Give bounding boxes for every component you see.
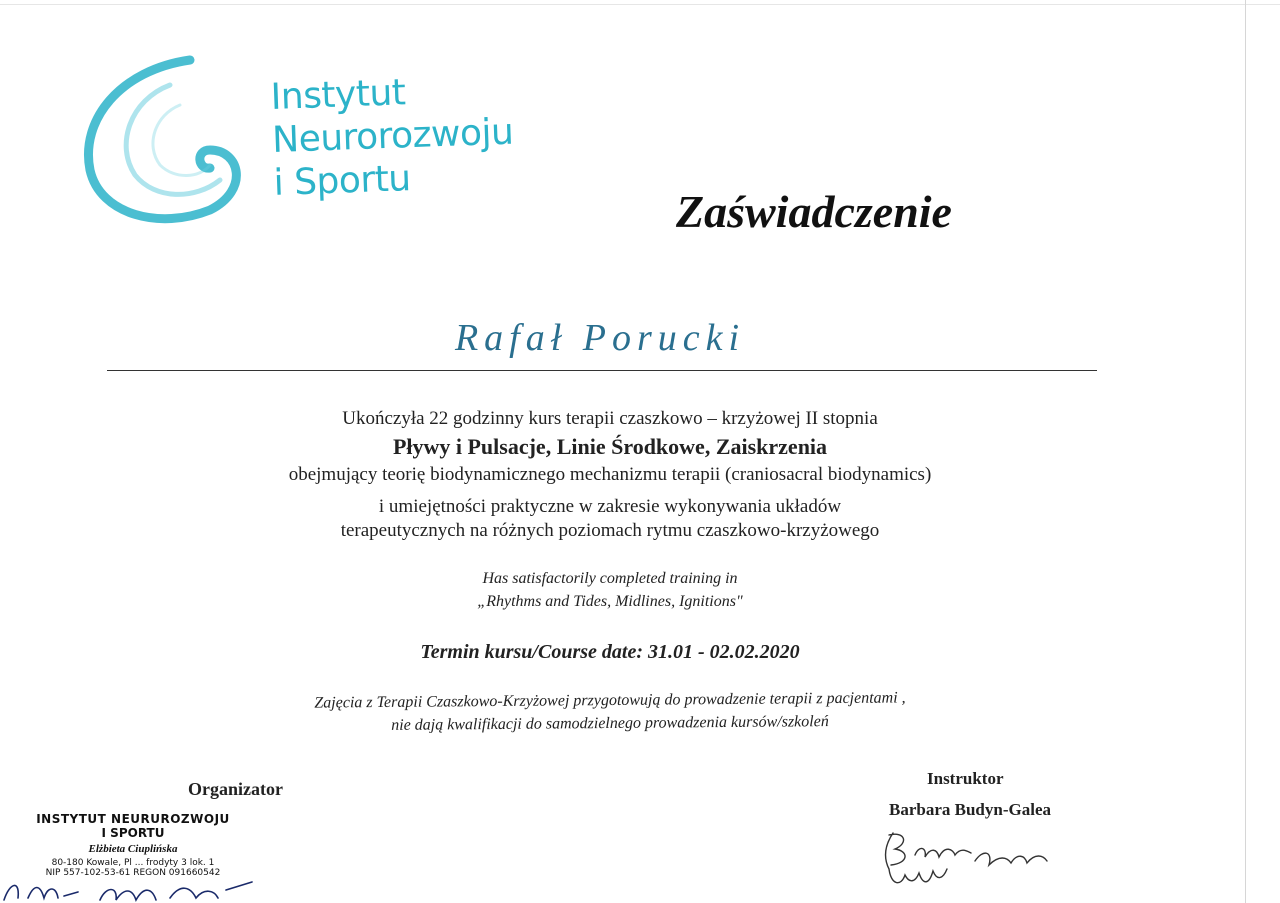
recipient-name: Rafał Porucki bbox=[454, 317, 746, 359]
certificate-title: Zaświadczenie bbox=[676, 186, 952, 237]
english-statement: Has satisfactorily completed training in bbox=[482, 570, 738, 587]
course-date: Termin kursu/Course date: 31.01 - 02.02.2020 bbox=[420, 641, 800, 663]
spiral-logo-icon bbox=[80, 50, 280, 230]
stamp-address: 80-180 Kowale, Pl ... frodyty 3 lok. 1 bbox=[51, 858, 215, 868]
qualification-note-1: Zajęcia z Terapii Czaszkowo-Krzyżowej przygotowują do prowadzenie terapii z pacjentami , bbox=[314, 689, 906, 712]
stamp-name: Elżbieta Ciuplińska bbox=[88, 843, 178, 855]
stamp-ids: NIP 557-102-53-61 REGON 091660542 bbox=[45, 868, 221, 878]
institute-logo bbox=[80, 50, 520, 230]
logo-line-1: Instytut bbox=[270, 72, 407, 118]
completion-statement: Ukończyła 22 godzinny kurs terapii czaszkowo – krzyżowej II stopnia bbox=[342, 408, 878, 429]
course-description-2: i umiejętności praktyczne w zakresie wykonywania układów bbox=[378, 496, 842, 517]
english-course-title: „Rhythms and Tides, Midlines, Ignitions" bbox=[477, 593, 743, 610]
course-title: Pływy i Pulsacje, Linie Środkowe, Zaiskrzenia bbox=[392, 434, 828, 459]
organizer-stamp bbox=[28, 812, 238, 878]
instructor-name: Barbara Budyn-Galea bbox=[889, 800, 1051, 819]
instructor-signature bbox=[875, 825, 1065, 895]
scan-right-edge bbox=[1245, 0, 1246, 903]
stamp-line-2: I SPORTU bbox=[101, 826, 165, 840]
logo-line-2: Neurorozwoju bbox=[271, 111, 514, 161]
logo-wordmark bbox=[270, 68, 516, 205]
organizer-signature bbox=[0, 872, 270, 903]
logo-line-3: i Sportu bbox=[273, 158, 412, 204]
qualification-note-2: nie dają kwalifikacji do samodzielnego prowadzenia kursów/szkoleń bbox=[391, 713, 829, 734]
course-description-1: obejmujący teorię biodynamicznego mechanizmu terapii (craniosacral biodynamics) bbox=[288, 464, 932, 485]
stamp-line-1: INSTYTUT NEURUROZWOJU bbox=[36, 812, 230, 826]
organizer-label: Organizator bbox=[188, 779, 283, 799]
scan-top-edge bbox=[0, 4, 1280, 5]
name-underline bbox=[107, 370, 1097, 371]
instructor-label: Instruktor bbox=[927, 769, 1004, 788]
course-description-3: terapeutycznych na różnych poziomach rytmu czaszkowo-krzyżowego bbox=[340, 520, 880, 541]
